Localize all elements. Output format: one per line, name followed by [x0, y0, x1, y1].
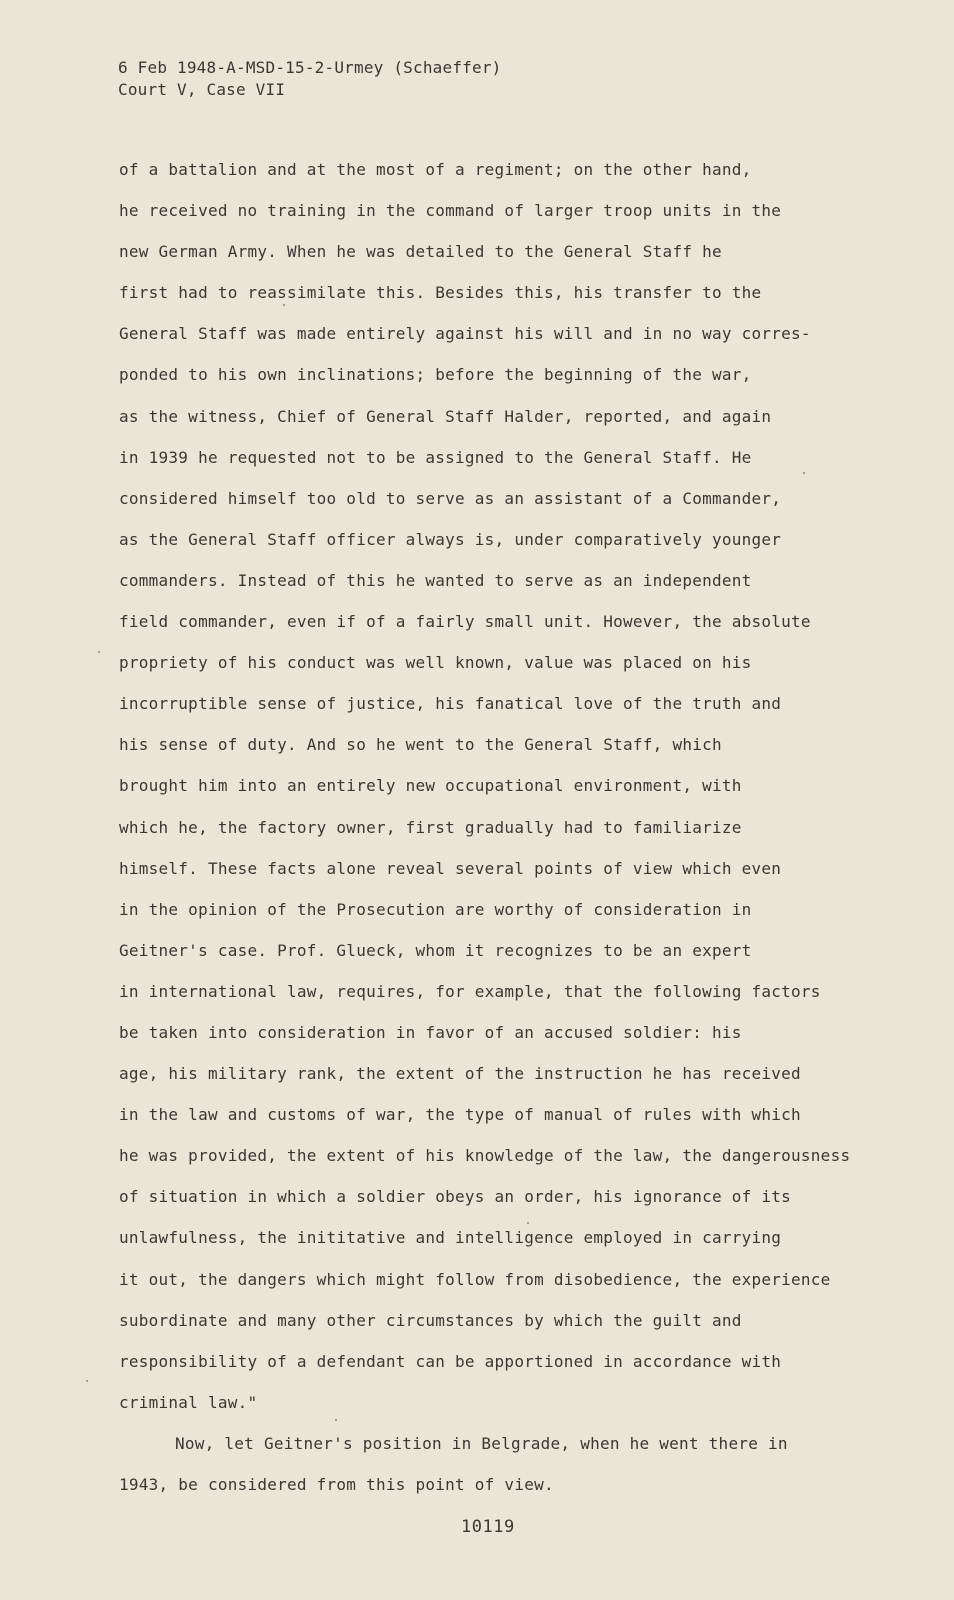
text-line: first had to reassimilate this. Besides this, his transfer to the [119, 283, 762, 303]
paper-speck [86, 1380, 88, 1382]
text-line: in the law and customs of war, the type of manual of rules with which [119, 1105, 801, 1125]
header-court-case: Court V, Case VII [118, 80, 286, 99]
text-line: in international law, requires, for example, that the following factors [119, 981, 821, 1001]
text-line: which he, the factory owner, first gradually had to familiarize [119, 817, 742, 837]
text-line: he received no training in the command of larger troop units in the [119, 201, 782, 221]
text-line: new German Army. When he was detailed to the General Staff he [119, 242, 722, 262]
text-line: incorruptible sense of justice, his fanatical love of the truth and [119, 694, 782, 714]
text-line: brought him into an entirely new occupational environment, with [119, 776, 742, 796]
text-line: age, his military rank, the extent of the instruction he has received [119, 1064, 801, 1084]
text-line: as the General Staff officer always is, under comparatively younger [119, 529, 782, 549]
text-line: criminal law." [119, 1392, 258, 1412]
text-line: ponded to his own inclinations; before the beginning of the war, [119, 365, 752, 385]
text-line: commanders. Instead of this he wanted to serve as an independent [119, 570, 752, 590]
text-line: be taken into consideration in favor of an accused soldier: his [119, 1022, 742, 1042]
text-line: responsibility of a defendant can be apportioned in accordance with [119, 1351, 782, 1371]
text-line: of a battalion and at the most of a regiment; on the other hand, [119, 160, 752, 179]
paragraph-start-line: Now, let Geitner's position in Belgrade, when he went there in [175, 1433, 788, 1453]
header-date-reference: 6 Feb 1948-A-MSD-15-2-Urmey (Schaeffer) [118, 58, 502, 77]
paper-speck [283, 304, 285, 306]
paper-speck [98, 651, 100, 653]
text-line: propriety of his conduct was well known, value was placed on his [119, 653, 752, 673]
text-line: General Staff was made entirely against his will and in no way corres- [119, 324, 811, 344]
document-header [118, 57, 501, 101]
text-line: in 1939 he requested not to be assigned to the General Staff. He [119, 447, 752, 467]
text-line: himself. These facts alone reveal several points of view which even [119, 858, 782, 878]
text-line: his sense of duty. And so he went to the General Staff, which [119, 735, 722, 755]
text-line: subordinate and many other circumstances by which the guilt and [119, 1310, 742, 1330]
text-line: of situation in which a soldier obeys an order, his ignorance of its [119, 1187, 792, 1207]
page-number: 10119 [461, 1517, 515, 1537]
document-body [119, 159, 939, 1515]
text-line: as the witness, Chief of General Staff Halder, reported, and again [119, 406, 772, 426]
text-line: Geitner's case. Prof. Glueck, whom it recognizes to be an expert [119, 940, 752, 960]
text-line: field commander, even if of a fairly small unit. However, the absolute [119, 612, 811, 632]
paper-speck [527, 1222, 529, 1224]
text-line: it out, the dangers which might follow from disobedience, the experience [119, 1269, 831, 1289]
paper-speck [335, 1419, 337, 1421]
text-line: in the opinion of the Prosecution are worthy of consideration in [119, 899, 752, 919]
text-line: 1943, be considered from this point of view. [119, 1475, 554, 1494]
text-line: considered himself too old to serve as an assistant of a Commander, [119, 488, 782, 508]
paper-speck [803, 472, 805, 474]
text-line: unlawfulness, the inititative and intelligence employed in carrying [119, 1228, 782, 1248]
text-line: he was provided, the extent of his knowledge of the law, the dangerousness [119, 1146, 851, 1166]
